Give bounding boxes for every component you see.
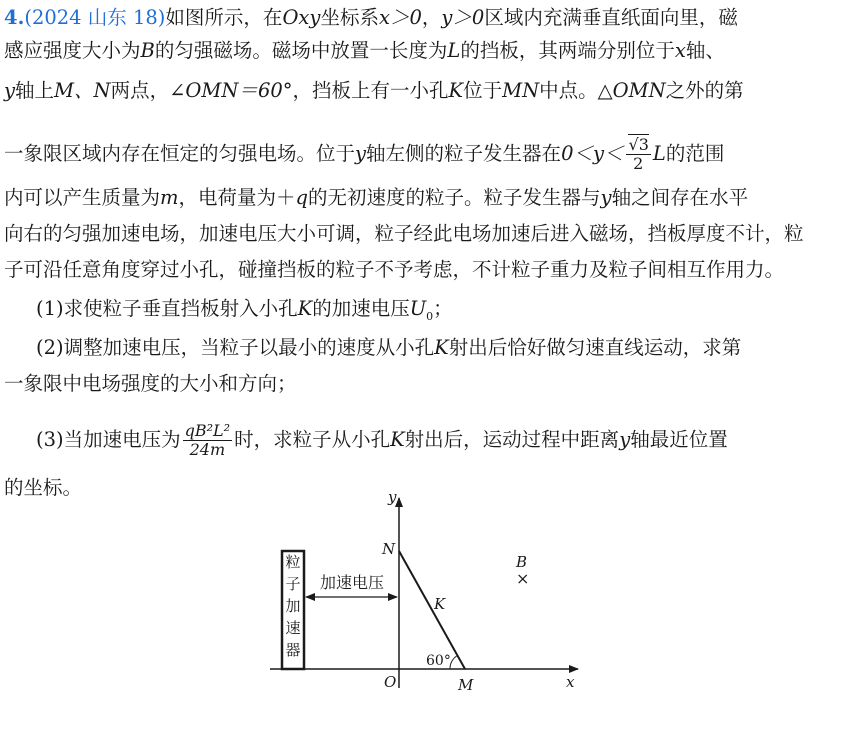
question-number: 4. xyxy=(4,6,25,29)
text: 射出后，运动过程中距离 xyxy=(404,428,620,451)
sub-question-1 xyxy=(36,295,854,331)
label-o: O xyxy=(384,673,397,691)
text: (1)求使粒子垂直挡板射入小孔 xyxy=(36,297,298,320)
label-k: K xyxy=(434,595,446,613)
math-frac-den: 24m xyxy=(189,440,226,459)
text: 的无初速度的粒子。粒子发生器与 xyxy=(308,186,601,209)
problem-line-3 xyxy=(4,77,850,105)
math-mn: MN xyxy=(502,79,540,102)
math-x-cond: x＞0 xyxy=(378,6,422,29)
text: 射出后恰好做匀速直线运动，求第 xyxy=(448,336,742,359)
problem-line-2 xyxy=(4,37,850,65)
math-k: K xyxy=(297,297,313,320)
math-m-n: M、N xyxy=(54,79,111,102)
text: 如图所示，在 xyxy=(165,6,283,29)
field-cross-icon: × xyxy=(516,569,530,588)
math-k: K xyxy=(390,428,405,451)
label-angle: 60° xyxy=(426,653,451,669)
accelerator-char-4: 速 xyxy=(285,619,301,637)
text: 轴最近位置 xyxy=(630,428,728,451)
text: (2)调整加速电压，当粒子以最小的速度从小孔 xyxy=(36,336,435,359)
text: 轴上 xyxy=(15,79,55,102)
text: 的匀强磁场。磁场中放置一长度为 xyxy=(154,39,448,62)
math-y: y xyxy=(355,142,367,165)
math-u: U xyxy=(409,297,427,320)
text: 轴、 xyxy=(685,39,725,62)
problem-line-5 xyxy=(4,184,850,212)
problem-line-4 xyxy=(4,136,850,173)
sub-question-2 xyxy=(36,334,854,362)
math-u-sub: 0 xyxy=(426,309,434,323)
math-k: K xyxy=(434,336,449,359)
math-q: q xyxy=(295,186,309,209)
text: ； xyxy=(433,297,453,320)
text: 一象限区域内存在恒定的匀强电场。位于 xyxy=(4,142,356,165)
label-b: B xyxy=(516,553,528,571)
baffle-mn xyxy=(399,551,465,669)
text: 坐标系 xyxy=(320,6,379,29)
accelerator-char-3: 加 xyxy=(285,597,301,615)
text: 之外的第 xyxy=(665,79,744,102)
math-y: y xyxy=(600,186,612,209)
fraction-sqrt3-over-2 xyxy=(626,136,651,173)
text: 轴之间存在水平 xyxy=(611,186,749,209)
text: 时，求粒子从小孔 xyxy=(234,428,391,451)
math-angle: OMN＝60° xyxy=(185,79,293,102)
math-y-cond: y＞0 xyxy=(441,6,485,29)
label-n: N xyxy=(382,540,396,558)
text: (3)当加速电压为 xyxy=(36,428,181,451)
math-two: 2 xyxy=(633,154,644,173)
math-oxy: Oxy xyxy=(282,6,321,29)
angle-arc xyxy=(450,656,458,670)
text: ，电荷量为＋ xyxy=(178,186,296,209)
label-m: M xyxy=(458,676,474,694)
fraction-voltage xyxy=(183,422,232,459)
question-source: (2024 山东 18) xyxy=(24,6,166,29)
math-l: L xyxy=(652,142,666,165)
math-y: y xyxy=(619,428,631,451)
text: 的挡板，其两端分别位于 xyxy=(460,39,675,62)
math-y: y xyxy=(4,79,16,102)
math-x: x xyxy=(674,39,686,62)
math-omn: OMN xyxy=(612,79,666,102)
problem-line-6: 向右的匀强加速电场，加速电压大小可调，粒子经此电场加速后进入磁场，挡板厚度不计，粒 xyxy=(4,222,804,245)
math-k: K xyxy=(448,79,464,102)
text: 中点。△ xyxy=(539,79,613,102)
text: 区域内充满垂直纸面向里，磁 xyxy=(484,6,738,29)
problem-line-7: 子可沿任意角度穿过小孔，碰撞挡板的粒子不予考虑，不计粒子重力及粒子间相互作用力。 xyxy=(4,258,785,281)
math-b: B xyxy=(140,39,155,62)
text: 感应强度大小为 xyxy=(4,39,141,62)
sub-question-3 xyxy=(36,422,854,459)
sub-question-3-cont: 的坐标。 xyxy=(4,476,83,499)
math-m: m xyxy=(160,186,179,209)
math-l: L xyxy=(447,39,461,62)
sub-question-2-cont: 一象限中电场强度的大小和方向； xyxy=(4,372,297,395)
problem-line-1: 4.(2024 山东 18)如图所示，在Oxy坐标系x＞0，y＞0区域内充满垂直纸面向里，磁 xyxy=(4,6,738,29)
text: 两点，∠ xyxy=(110,79,186,102)
math-frac-num: qB²L² xyxy=(184,421,231,440)
accelerator-char-2: 子 xyxy=(285,575,301,593)
text: 的加速电压 xyxy=(312,297,410,320)
physics-diagram xyxy=(260,488,590,700)
math-range: 0＜y＜ xyxy=(561,142,624,165)
label-x: x xyxy=(566,673,575,691)
text: 内可以产生质量为 xyxy=(4,186,161,209)
text: ，挡板上有一小孔 xyxy=(292,79,449,102)
voltage-label: 加速电压 xyxy=(319,573,385,592)
text: 位于 xyxy=(463,79,503,102)
math-sqrt3: √3 xyxy=(628,135,649,154)
text: 轴左侧的粒子发生器在 xyxy=(366,142,562,165)
text: 的范围 xyxy=(665,142,725,165)
accelerator-char-1: 粒 xyxy=(285,553,301,571)
accelerator-char-5: 器 xyxy=(285,641,301,659)
label-y: y xyxy=(388,488,397,506)
